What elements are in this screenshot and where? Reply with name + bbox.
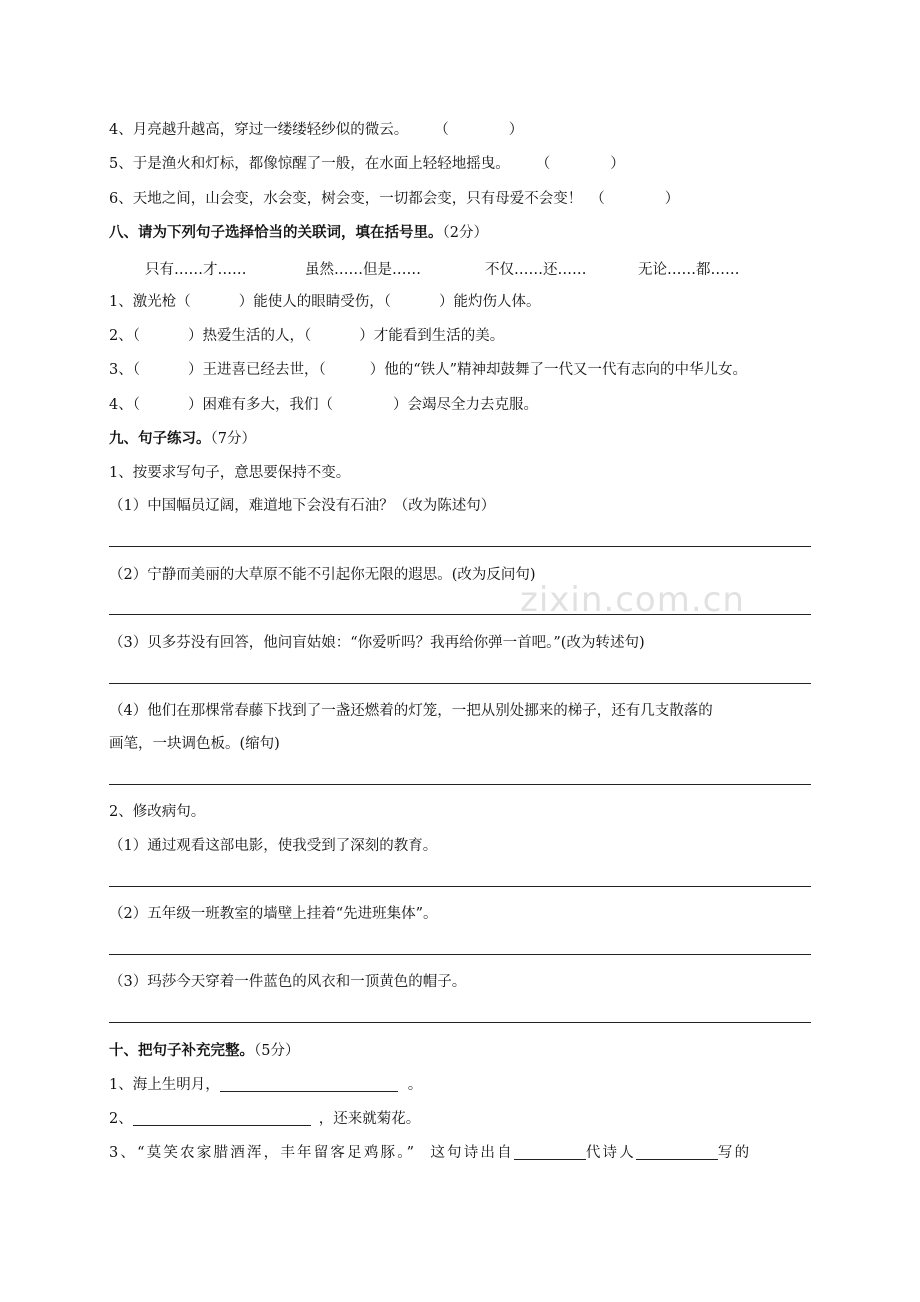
q10-line-2: 2、 ，还来就菊花。 [109,1111,421,1127]
q8-sentence-3: 3、（ ）王进喜已经去世，（ ）他的“铁人”精神却鼓舞了一代又一代有志向的中华儿女。 [109,362,748,378]
answer-line[interactable] [109,683,811,684]
q9-heading: 九、句子练习。（7分） [109,430,256,447]
conjunction-option-4: 无论……都…… [638,262,740,278]
q9-fix-2: （2）五年级一班教室的墙壁上挂着“先进班集体”。 [109,906,438,922]
q8-heading: 八、请为下列句子选择恰当的关联词，填在括号里。（2分） [109,224,488,241]
q10-heading: 十、把句子补充完整。（5分） [109,1042,300,1059]
q9-task-3: （3）贝多芬没有回答，他问盲姑娘：“你爱听吗？我再给你弹一首吧。”(改为转述句) [109,635,645,651]
q9-part-2: 2、修改病句。 [109,804,206,820]
answer-line[interactable] [109,546,811,547]
conjunction-option-3: 不仅……还…… [485,262,587,278]
conjunction-option-2: 虽然……但是…… [305,262,421,278]
q9-task-1: （1）中国幅员辽阔，难道地下会没有石油？（改为陈述句） [109,498,496,514]
q9-task-4a: （4）他们在那棵常春藤下找到了一盏还燃着的灯笼，一把从别处挪来的梯子，还有几支散落的 [109,703,713,719]
fill-blank[interactable] [133,1109,311,1126]
q9-fix-1: （1）通过观看这部电影，使我受到了深刻的教育。 [109,838,438,854]
fill-blank[interactable] [514,1143,586,1160]
answer-line[interactable] [109,954,811,955]
q9-task-4b: 画笔，一块调色板。(缩句) [109,736,280,752]
conjunction-option-1: 只有……才…… [145,262,247,278]
fill-blank[interactable] [636,1143,718,1160]
q9-fix-3: （3）玛莎今天穿着一件蓝色的风衣和一顶黄色的帽子。 [109,974,467,990]
q9-task-2: （2）宁静而美丽的大草原不能不引起你无限的遐思。(改为反问句) [109,567,536,583]
q7-item-6: 6、天地之间，山会变，水会变，树会变，一切都会变，只有母爱不会变！ （ ） [109,191,680,207]
q10-line-3: 3、“莫笑农家腊酒浑，丰年留客足鸡豚。” 这句诗出自 代诗人 写的 [109,1145,752,1161]
q10-line-1: 1、海上生明月， 。 [109,1077,423,1093]
q8-sentence-2: 2、（ ）热爱生活的人，（ ）才能看到生活的美。 [109,328,505,344]
q7-item-4: 4、月亮越升越高，穿过一缕缕轻纱似的微云。 （ ） [109,122,524,138]
answer-line[interactable] [109,1022,811,1023]
q9-part-1: 1、按要求写句子，意思要保持不变。 [109,465,351,481]
fill-blank[interactable] [220,1075,398,1092]
q7-item-5: 5、于是渔火和灯标，都像惊醒了一般，在水面上轻轻地摇曳。 （ ） [109,156,625,172]
q8-sentence-1: 1、激光枪（ ）能使人的眼睛受伤，（ ）能灼伤人体。 [109,294,541,310]
watermark: zixin.com.cn [520,580,745,620]
answer-line[interactable] [109,784,811,785]
q8-sentence-4: 4、（ ）困难有多大，我们（ ）会竭尽全力去克服。 [109,397,538,413]
answer-line[interactable] [109,886,811,887]
